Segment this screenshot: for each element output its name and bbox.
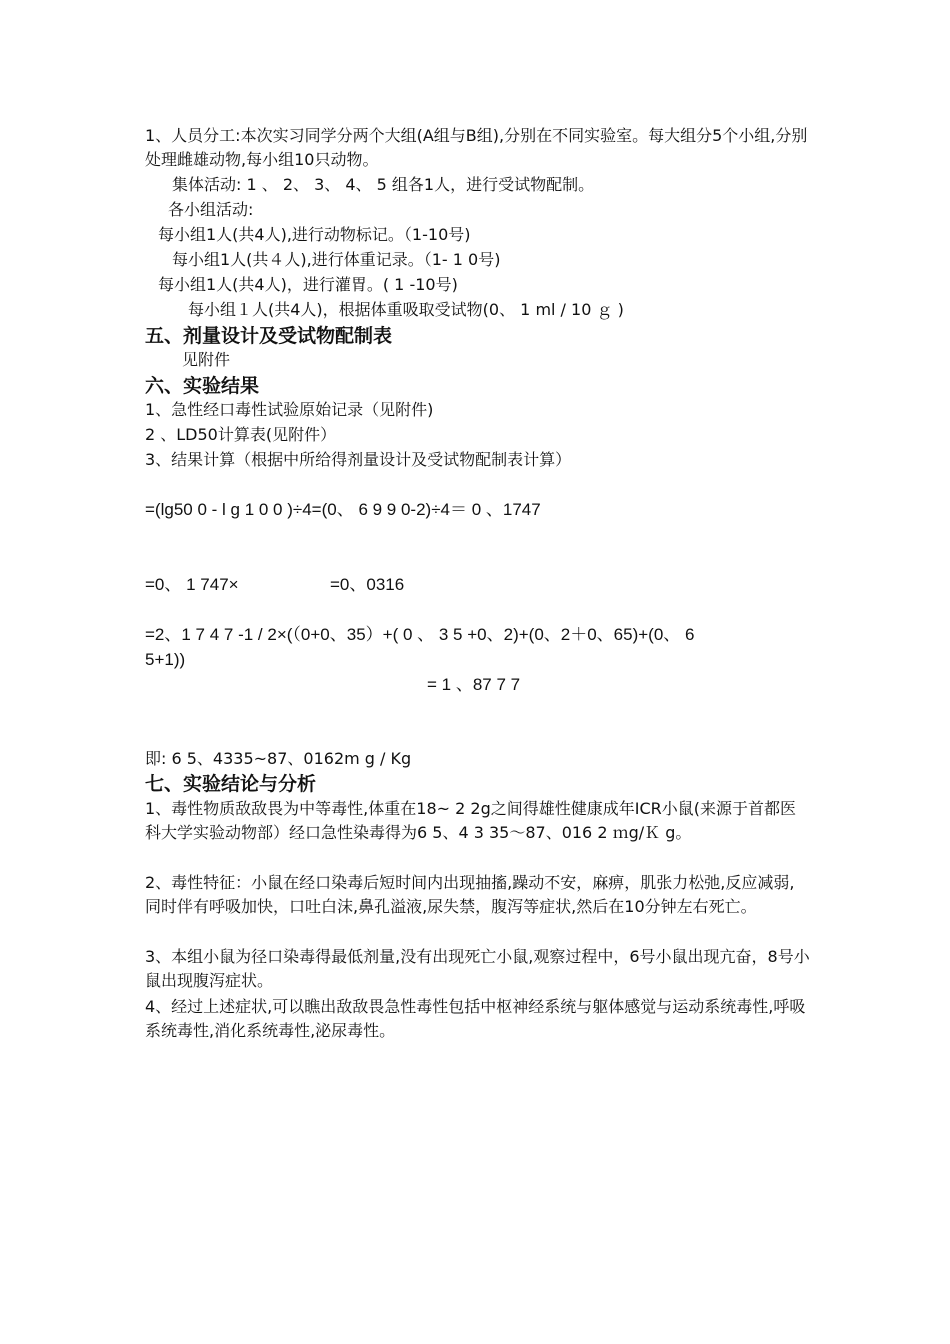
result-item-2: 2 、LD50计算表(见附件） xyxy=(145,425,337,444)
formula-line-1: =(lg50 0 - l g 1 0 0 )÷4=(0、 6 9 9 0-2)÷4＝ 0 、1747 xyxy=(145,500,541,519)
subgroup-task-weighing: 每小组1人(共４人),进行体重记录。（1- 1 0号) xyxy=(172,250,501,269)
dose-range-result: 即: 6 5、4335~87、0162m g / Kg xyxy=(145,749,412,768)
conclusion-item-4: 4、经过上述症状,可以瞧出敌敌畏急性毒性包括中枢神经系统与躯体感觉与运动系统毒性,呼吸系统毒性,消化系统毒性,泌尿毒性。 xyxy=(145,997,806,1040)
formula-line-3: =2、1 7 4 7 -1 / 2×(（0+0、35）+( 0 、 3 5 +0、2)+(0、2＋0、65)+(0、 6 xyxy=(145,625,695,644)
section-5-attachment-note: 见附件 xyxy=(182,350,231,369)
formula-line-2a: =0、 1 747× xyxy=(145,575,239,594)
formula-line-3-continued: 5+1)) xyxy=(145,650,186,669)
subgroup-task-dosing: 每小组１人(共4人)，根据体重吸取受试物(0、 1 ml / 10 ｇ ) xyxy=(188,300,624,319)
result-item-3: 3、结果计算（根据中所给得剂量设计及受试物配制表计算） xyxy=(145,450,572,469)
formula-line-2b: =0、0316 xyxy=(330,575,405,594)
result-item-1: 1、急性经口毒性试验原始记录（见附件) xyxy=(145,400,434,419)
conclusion-item-1: 1、毒性物质敌敌畏为中等毒性,体重在18~ 2 2g之间得雄性健康成年ICR小鼠(来源于首都医科大学实验动物部）经口急性染毒得为6 5、4 3 35～87、016 2 ｍg/Ｋ g。 xyxy=(145,799,796,842)
section-7-heading: 七、实验结论与分析 xyxy=(145,773,317,795)
subgroup-activity-label: 各小组活动: xyxy=(168,200,254,219)
subgroup-task-marking: 每小组1人(共4人),进行动物标记。（1-10号) xyxy=(158,225,471,244)
section-5-heading: 五、剂量设计及受试物配制表 xyxy=(145,325,393,347)
section-6-heading: 六、实验结果 xyxy=(145,375,260,397)
subgroup-task-gavage: 每小组1人(共4人)，进行灌胃。( 1 -10号) xyxy=(158,275,458,294)
conclusion-item-3: 3、本组小鼠为径口染毒得最低剂量,没有出现死亡小鼠,观察过程中，6号小鼠出现亢奋，8号小鼠出现腹泻症状。 xyxy=(145,947,810,990)
staff-division-paragraph: 1、人员分工:本次实习同学分两个大组(A组与B组),分别在不同实验室。每大组分5个小组,分别处理雌雄动物,每小组10只动物。 xyxy=(145,126,808,169)
conclusion-item-2: 2、毒性特征：小鼠在经口染毒后短时间内出现抽搐,躁动不安，麻痹，肌张力松弛,反应减弱,同时伴有呼吸加快，口吐白沫,鼻孔溢液,尿失禁，腹泻等症状,然后在10分钟左右死亡。 xyxy=(145,873,795,916)
formula-line-4: = 1 、87 7 7 xyxy=(427,675,521,694)
group-activity-line: 集体活动: 1 、 2、 3、 4、 5 组各1人，进行受试物配制。 xyxy=(172,175,595,194)
